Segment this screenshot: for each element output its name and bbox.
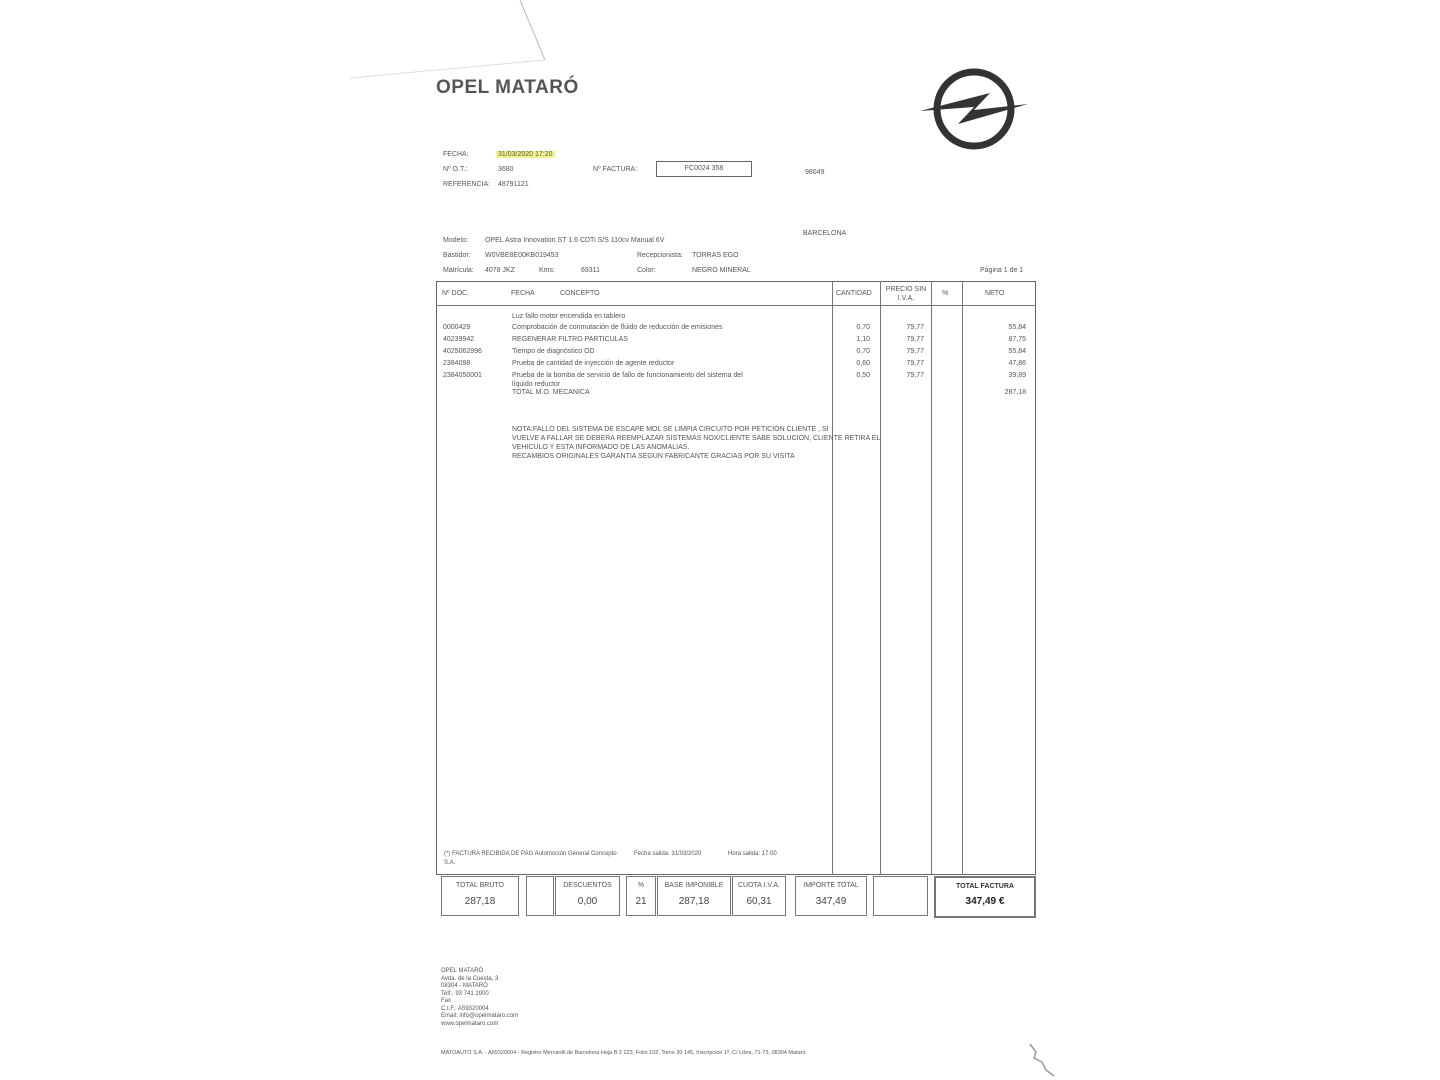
matricula-label: Matrícula: [443, 267, 474, 274]
fecha-label: FECHA: [443, 151, 469, 158]
nor-label: Nº O.T.: [443, 166, 468, 173]
footer-line: 08304 - MATARÓ [441, 983, 488, 989]
referencia-label: REFERENCIA: [443, 181, 491, 188]
footer-line: www.opelmataro.com [441, 1020, 499, 1027]
row-concepto: Comprobación de conmutación de flúido de reducción de emisiones [512, 324, 723, 331]
base-value: 287,18 [678, 896, 710, 907]
page-indicator: Página 1 de 1 [980, 267, 1024, 274]
header-precio: PRECIO SIN I.V.A. [885, 286, 927, 302]
row-precio: 79,77 [906, 348, 924, 355]
table-footer-mid: Fecha salida: 31/03/2020 [634, 851, 702, 857]
header-concepto: CONCEPTO [560, 290, 600, 297]
col-divider-precio [880, 281, 881, 875]
recepcionista-value: TORRAS EGO [692, 252, 739, 259]
total-bruto-label: TOTAL BRUTO [456, 882, 504, 889]
row-cantidad: 0,60 [856, 360, 870, 367]
section-title: Luz fallo motor encendida en tablero [512, 313, 626, 320]
pct-label: % [637, 882, 645, 889]
note-line: VEHICULO Y ESTA INFORMADO DE LAS ANOMALIAS. [512, 444, 690, 451]
descuentos-label: DESCUENTOS [563, 882, 612, 889]
blank-box-2 [873, 876, 928, 916]
row-concepto: Tiempo de diagnóstico OD [512, 348, 595, 355]
header-cantidad: CANTIDAD [836, 290, 872, 297]
footer-legal: MATOAUTO S.A. - A59320004 - Registro Mercantil de Barcelona Hoja B 2 223, Folio 102, Tomo 30 145, Inscripción 1ª, C/ Libra, 71-73, 08304 Mataró [441, 1050, 806, 1056]
blank-box [526, 876, 554, 916]
pct-box [626, 876, 656, 916]
cuota-label: CUOTA I.V.A. [737, 882, 780, 889]
col-divider-neto [962, 281, 963, 875]
total-factura-label: TOTAL FACTURA [956, 883, 1014, 890]
total-bruto-box [441, 876, 519, 916]
total-mo-label: TOTAL M.O. MECANICA [512, 389, 590, 396]
modelo-label: Modelo: [443, 237, 468, 244]
footer-line: OPEL MATARÓ [441, 968, 484, 974]
note-line: NOTA:FALLO DEL SISTEMA DE ESCAPE MOL SE LIMPIA CIRCUITO POR PETICION CLIENTE , SI [512, 426, 829, 433]
note-line: RECAMBIOS ORIGINALES GARANTIA SEGUN FABRICANTE GRACIAS POR SU VISITA [512, 453, 795, 460]
importe-value: 347,49 [815, 896, 847, 907]
factura-value: FC0024 358 [656, 161, 752, 177]
footer-line: C.I.F.: A59320004 [441, 1005, 489, 1012]
factura-label: Nº FACTURA: [593, 166, 638, 173]
total-bruto-value: 287,18 [464, 896, 496, 907]
row-doc: 4025062996 [443, 348, 482, 355]
row-doc: 2384098 [443, 360, 471, 367]
nor-value: 3680 [498, 166, 514, 173]
color-label: Color: [637, 267, 656, 274]
customer-city: BARCELONA [803, 230, 847, 237]
total-factura-box [934, 876, 1036, 918]
modelo-value: OPEL Astra Innovation ST 1.6 CDTi S/S 110cv Manual 6V [485, 237, 665, 244]
base-box [657, 876, 731, 916]
header-fecha: FECHA [511, 290, 535, 297]
row-neto: 55,84 [1008, 324, 1026, 331]
customer-code: 98049 [805, 169, 825, 176]
fecha-value: 31/03/2020 17:20 [498, 151, 553, 158]
row-concepto: REGENERAR FILTRO PARTICULAS [512, 336, 628, 343]
opel-blitz-logo-icon [918, 64, 1030, 154]
row-doc: 2384050001 [443, 372, 482, 379]
table-footer-left: (*) FACTURA RECIBIDA DE PAG Automoción General Concepto S.A. [444, 851, 617, 866]
row-neto: 87,75 [1008, 336, 1026, 343]
descuentos-box [555, 876, 620, 916]
recepcionista-label: Recepcionista: [637, 252, 683, 259]
bastidor-label: Bastidor: [443, 252, 471, 259]
footer-line: Telf.: 93 741 2000 [441, 990, 489, 997]
header-neto: NETO [985, 290, 1005, 297]
footer-line: Fax [441, 998, 452, 1004]
row-concepto: Prueba de cantidad de inyección de agente reductor [512, 360, 675, 367]
note-line: VUELVE A FALLAR SE DEBERA REEMPLAZAR SISTEMAS NOX/CLIENTE SABE SOLUCION, CLIENTE RETIRA EL [512, 435, 881, 442]
descuentos-value: 0,00 [577, 896, 598, 907]
table-header-divider [436, 305, 1036, 306]
row-doc: 0000429 [443, 324, 471, 331]
bastidor-value: W0VBE8E00KB019453 [485, 252, 559, 259]
col-divider-cantidad [832, 281, 833, 875]
cuota-value: 60,31 [746, 896, 772, 907]
total-mo-value: 287,18 [1004, 389, 1026, 396]
row-precio: 79,77 [906, 324, 924, 331]
referencia-value: 48791121 [498, 181, 529, 188]
row-neto: 55,84 [1008, 348, 1026, 355]
footer-line: Avda. de la Cuesta, 3 [441, 975, 499, 982]
brand-name: OPEL MATARÓ [436, 77, 579, 98]
scan-speck-mark [1026, 1040, 1062, 1080]
row-doc: 40239942 [443, 336, 475, 343]
matricula-value: 4078 JKZ [485, 267, 515, 274]
row-precio: 79,77 [906, 372, 924, 379]
row-cantidad: 0,70 [856, 348, 870, 355]
base-label: BASE IMPONIBLE [664, 882, 724, 889]
importe-box [795, 876, 867, 916]
row-concepto: Prueba de la bomba de servicio de fallo de funcionamiento del sistema del líquido reductor [512, 372, 743, 388]
kms-value: 69311 [581, 267, 600, 274]
kms-label: Kms: [539, 267, 555, 274]
col-divider-pct [931, 281, 932, 875]
footer-line: Email: info@opelmataro.com [441, 1013, 519, 1019]
cuota-box [732, 876, 786, 916]
row-neto: 39,89 [1008, 372, 1026, 379]
table-footer-right: Hora salida: 17:00 [728, 851, 777, 857]
importe-label: IMPORTE TOTAL [803, 882, 859, 889]
footer-address [441, 968, 518, 1028]
paper-fold-mark [350, 0, 550, 80]
header-doc: Nº DOC. [442, 290, 470, 297]
pct-value: 21 [635, 896, 647, 907]
row-precio: 79,77 [906, 360, 924, 367]
row-precio: 79,77 [906, 336, 924, 343]
row-cantidad: 0,50 [856, 372, 870, 379]
header-pct: % [942, 290, 949, 297]
total-factura-value: 347,49 € [965, 896, 1005, 907]
row-cantidad: 1,10 [856, 336, 870, 343]
row-cantidad: 0,70 [856, 324, 870, 331]
row-neto: 47,86 [1008, 360, 1026, 367]
color-value: NEGRO MINERAL [692, 267, 751, 274]
